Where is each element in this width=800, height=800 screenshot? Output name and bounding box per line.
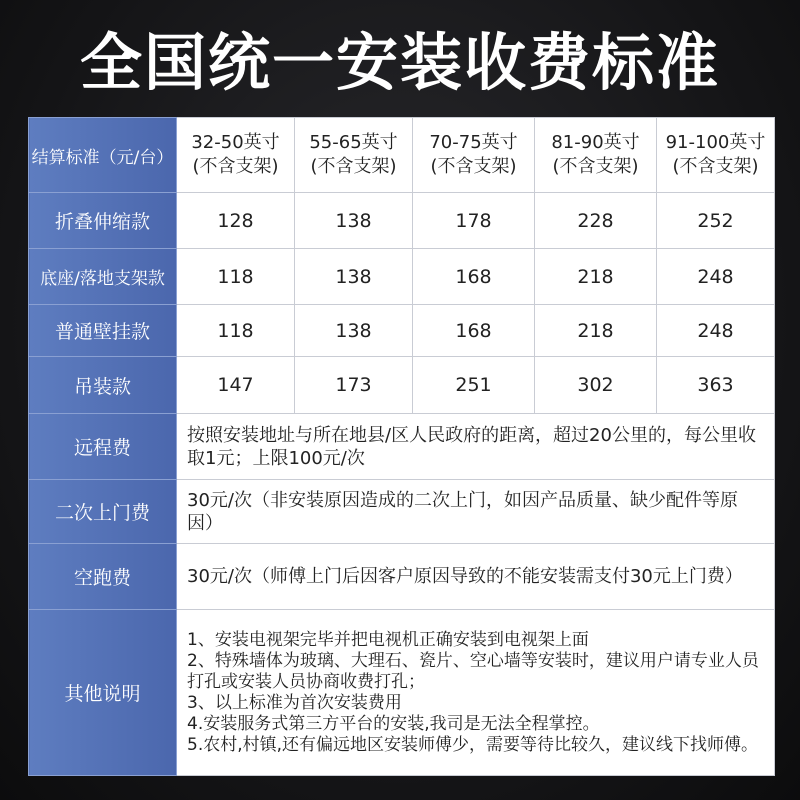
table-row [29,305,775,357]
header-row [29,118,775,193]
price-cell: 218 [535,305,657,357]
column-header: 70-75英寸 (不含支架) [413,118,535,193]
row-label: 普通壁挂款 [29,305,177,357]
note-line: 4.安装服务式第三方平台的安装,我司是无法全程掌控。 [187,713,600,734]
price-cell: 302 [535,357,657,414]
price-cell: 168 [413,305,535,357]
fee-text: 30元/次（师傅上门后因客户原因导致的不能安装需支付30元上门费） [177,544,775,610]
price-cell: 118 [177,249,295,305]
price-cell: 168 [413,249,535,305]
price-cell: 363 [657,357,775,414]
fee-row [29,544,775,610]
table-row [29,193,775,249]
price-cell: 178 [413,193,535,249]
fee-label: 空跑费 [29,544,177,610]
price-cell: 173 [295,357,413,414]
corner-header: 结算标准（元/台） [29,118,177,193]
price-cell: 118 [177,305,295,357]
row-label: 吊装款 [29,357,177,414]
price-cell: 138 [295,193,413,249]
fee-label: 二次上门费 [29,480,177,544]
fee-text: 按照安装地址与所在地县/区人民政府的距离，超过20公里的，每公里收取1元；上限100元/次 [177,414,775,480]
fee-text: 30元/次（非安装原因造成的二次上门，如因产品质量、缺少配件等原因） [177,480,775,544]
price-cell: 138 [295,249,413,305]
price-cell: 228 [535,193,657,249]
price-cell: 138 [295,305,413,357]
fee-table [28,117,774,775]
column-header: 32-50英寸 (不含支架) [177,118,295,193]
notes-label: 其他说明 [29,610,177,776]
column-header: 81-90英寸 (不含支架) [535,118,657,193]
page-title: 全国统一安装收费标准 [79,26,720,99]
table-row [29,357,775,414]
price-cell: 248 [657,249,775,305]
column-header: 55-65英寸 (不含支架) [295,118,413,193]
price-cell: 251 [413,357,535,414]
note-line: 1、安装电视架完毕并把电视机正确安装到电视架上面 [187,629,589,650]
fee-row [29,480,775,544]
note-line: 2、特殊墙体为玻璃、大理石、瓷片、空心墙等安装时，建议用户请专业人员打孔或安装人员协商收费打孔； [187,650,759,692]
row-label: 折叠伸缩款 [29,193,177,249]
price-cell: 128 [177,193,295,249]
table-row [29,249,775,305]
price-cell: 218 [535,249,657,305]
fee-row [29,414,775,480]
notes-row [29,610,775,776]
row-label: 底座/落地支架款 [29,249,177,305]
price-cell: 252 [657,193,775,249]
notes-text [177,610,775,776]
column-header: 91-100英寸 (不含支架) [657,118,775,193]
fee-label: 远程费 [29,414,177,480]
note-line: 3、以上标准为首次安装费用 [187,692,402,713]
price-cell: 248 [657,305,775,357]
note-line: 5.农村,村镇,还有偏远地区安装师傅少，需要等待比较久，建议线下找师傅。 [187,734,759,755]
price-cell: 147 [177,357,295,414]
